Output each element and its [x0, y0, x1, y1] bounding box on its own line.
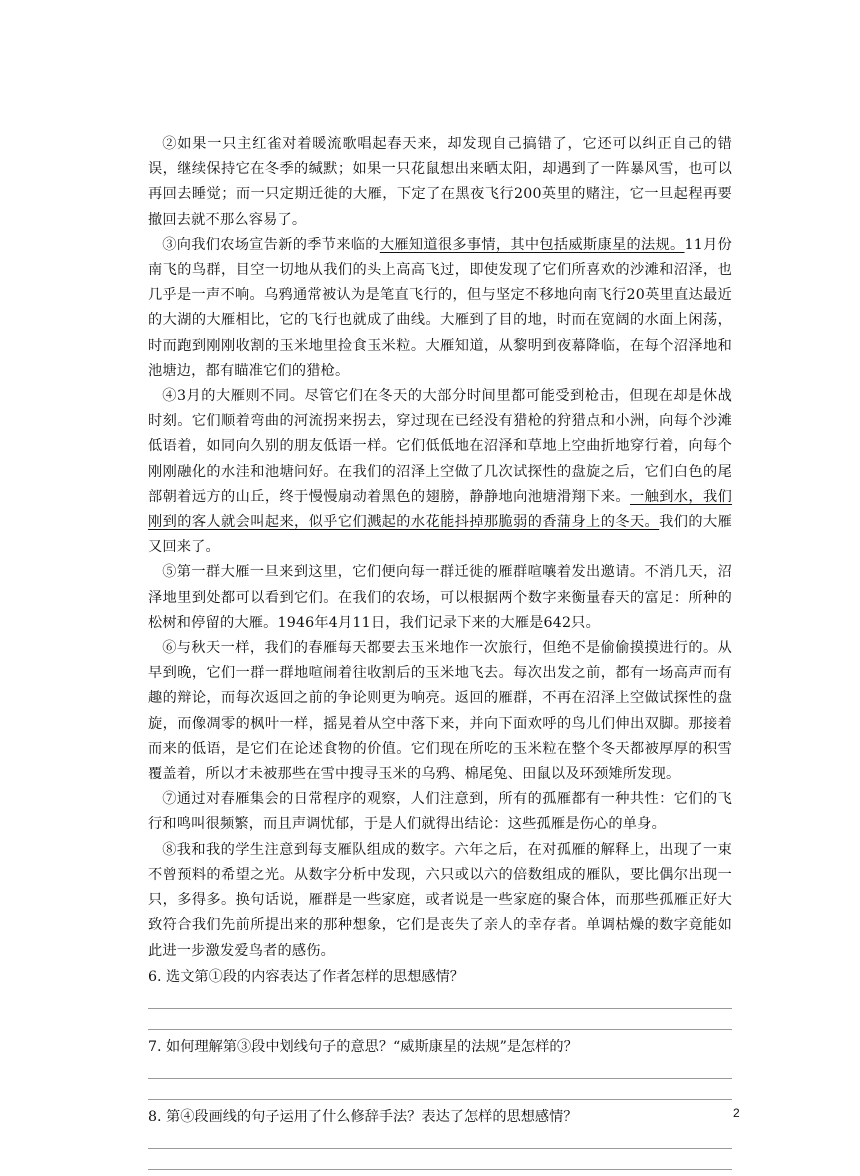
paragraph-p2	[148, 132, 732, 233]
answer-line[interactable]	[148, 1079, 732, 1100]
text-segment: ⑧我和我的学生注意到每支雁队组成的数字。六年之后，在对孤雁的解释上，出现了一束不曾预料的希望之光。从数字分析中发现，六只或以六的倍数组成的雁队，要比偶尔出现一只，多得多。换句话说，雁群是一些家庭，或者说是一些家庭的聚合体，而那些孤雁正好大致符合我们先前所提出来的那种想象，它们是丧失了亲人的幸存者。单调枯燥的数字竟能如此进一步激发爱鸟者的感伤。	[148, 841, 732, 959]
passage	[148, 132, 732, 964]
question-6	[148, 966, 732, 1030]
underlined-sentence: 大雁知道很多事情，其中包括威斯康星的法规。	[379, 236, 685, 253]
text-segment: ⑤第一群大雁一旦来到这里，它们便向每一群迁徙的雁群喧嚷着发出邀请。不消几天，沼泽地里到处都可以看到它们。在我们的农场，可以根据两个数字来衡量春天的富足：所种的松树和停留的大雁。1946年4月11日，我们记录下来的大雁是642只。	[148, 564, 732, 631]
paragraph-p4	[148, 384, 732, 560]
answer-line[interactable]	[148, 988, 732, 1009]
text-segment: ④3月的大雁则不同。尽管它们在冬天的大部分时间里都可能受到枪击，但现在却是休战时刻。它们顺着弯曲的河流拐来拐去，穿过现在已经没有猎枪的狩猎点和小洲，向每个沙滩低语着，如同向久别的朋友低语一样。它们低低地在沼泽和草地上空曲折地穿行着，向每个刚刚融化的水洼和池塘问好。在我们的沼泽上空做了几次试探性的盘旋之后，它们白色的尾部朝着远方的山丘，终于慢慢扇动着黑色的翅膀，静静地向池塘滑翔下来。	[148, 388, 732, 505]
paragraph-p8	[148, 838, 732, 964]
paragraph-p3	[148, 233, 732, 384]
question-8	[148, 1106, 732, 1170]
text-segment: 11月份南飞的鸟群，目空一切地从我们的头上高高飞过，即使发现了它们所喜欢的沙滩和沼泽，也几乎是一声不响。乌鸦通常被认为是笔直飞行的，但与坚定不移地向南飞行20英里直达最近的大湖的大雁相比，它的飞行也就成了曲线。大雁到了目的地，时而在宽阔的水面上闲荡，时而跑到刚刚收割的玉米地里捡食玉米粒。大雁知道，从黎明到夜幕降临，在每个沼泽地和池塘边，都有瞄准它们的猎枪。	[148, 236, 732, 379]
answer-line[interactable]	[148, 1128, 732, 1149]
answer-line[interactable]	[148, 1058, 732, 1079]
text-segment: ⑦通过对春雁集会的日常程序的观察，人们注意到，所有的孤雁都有一种共性：它们的飞行和鸣叫很频繁，而且声调忧郁，于是人们就得出结论：这些孤雁是伤心的单身。	[148, 791, 732, 833]
paragraph-p7	[148, 787, 732, 837]
underlined-sentence: 一触到水，我们刚到的客人就会叫起来，似乎它们溅起的水花能抖掉那脆弱的香蒲身上的冬天。	[148, 488, 733, 531]
paragraph-p5	[148, 560, 732, 636]
page-number: 2	[733, 1106, 740, 1120]
question-7	[148, 1036, 732, 1100]
text-segment: ⑥与秋天一样，我们的春雁每天都要去玉米地作一次旅行，但绝不是偷偷摸摸进行的。从早到晚，它们一群一群地喧闹着往收割后的玉米地飞去。每次出发之前，都有一场高声而有趣的辩论，而每次返回之前的争论则更为响亮。返回的雁群，不再在沼泽上空做试探性的盘旋，而像凋零的枫叶一样，摇晃着从空中落下来，并向下面欢呼的鸟儿们伸出双脚。那接着而来的低语，是它们在论述食物的价值。它们现在所吃的玉米粒在整个冬天都被厚厚的积雪覆盖着，所以才未被那些在雪中搜寻玉米的乌鸦、棉尾兔、田鼠以及环颈雉所发现。	[148, 640, 732, 783]
answer-line[interactable]	[148, 1009, 732, 1030]
paragraph-p6	[148, 636, 732, 787]
question-list	[148, 966, 732, 1170]
text-segment: ②如果一只主红雀对着暖流歌唱起春天来，却发现自己搞错了，它还可以纠正自己的错误，继续保持它在冬季的缄默；如果一只花鼠想出来晒太阳，却遇到了一阵暴风雪，也可以再回去睡觉；而一只定期迁徙的大雁，下定了在黑夜飞行200英里的赌注，它一旦起程再要撤回去就不那么容易了。	[148, 136, 732, 228]
question-text: 7. 如何理解第③段中划线句子的意思？“威斯康星的法规”是怎样的？	[148, 1038, 578, 1055]
text-segment: ③向我们农场宣告新的季节来临的	[162, 236, 380, 253]
document-body	[148, 132, 732, 1176]
question-text: 6. 选文第①段的内容表达了作者怎样的思想感情？	[148, 968, 464, 985]
question-text: 8. 第④段画线的句子运用了什么修辞手法？表达了怎样的思想感情？	[148, 1108, 578, 1125]
text-segment: 我们的大雁又回来了。	[148, 514, 732, 556]
